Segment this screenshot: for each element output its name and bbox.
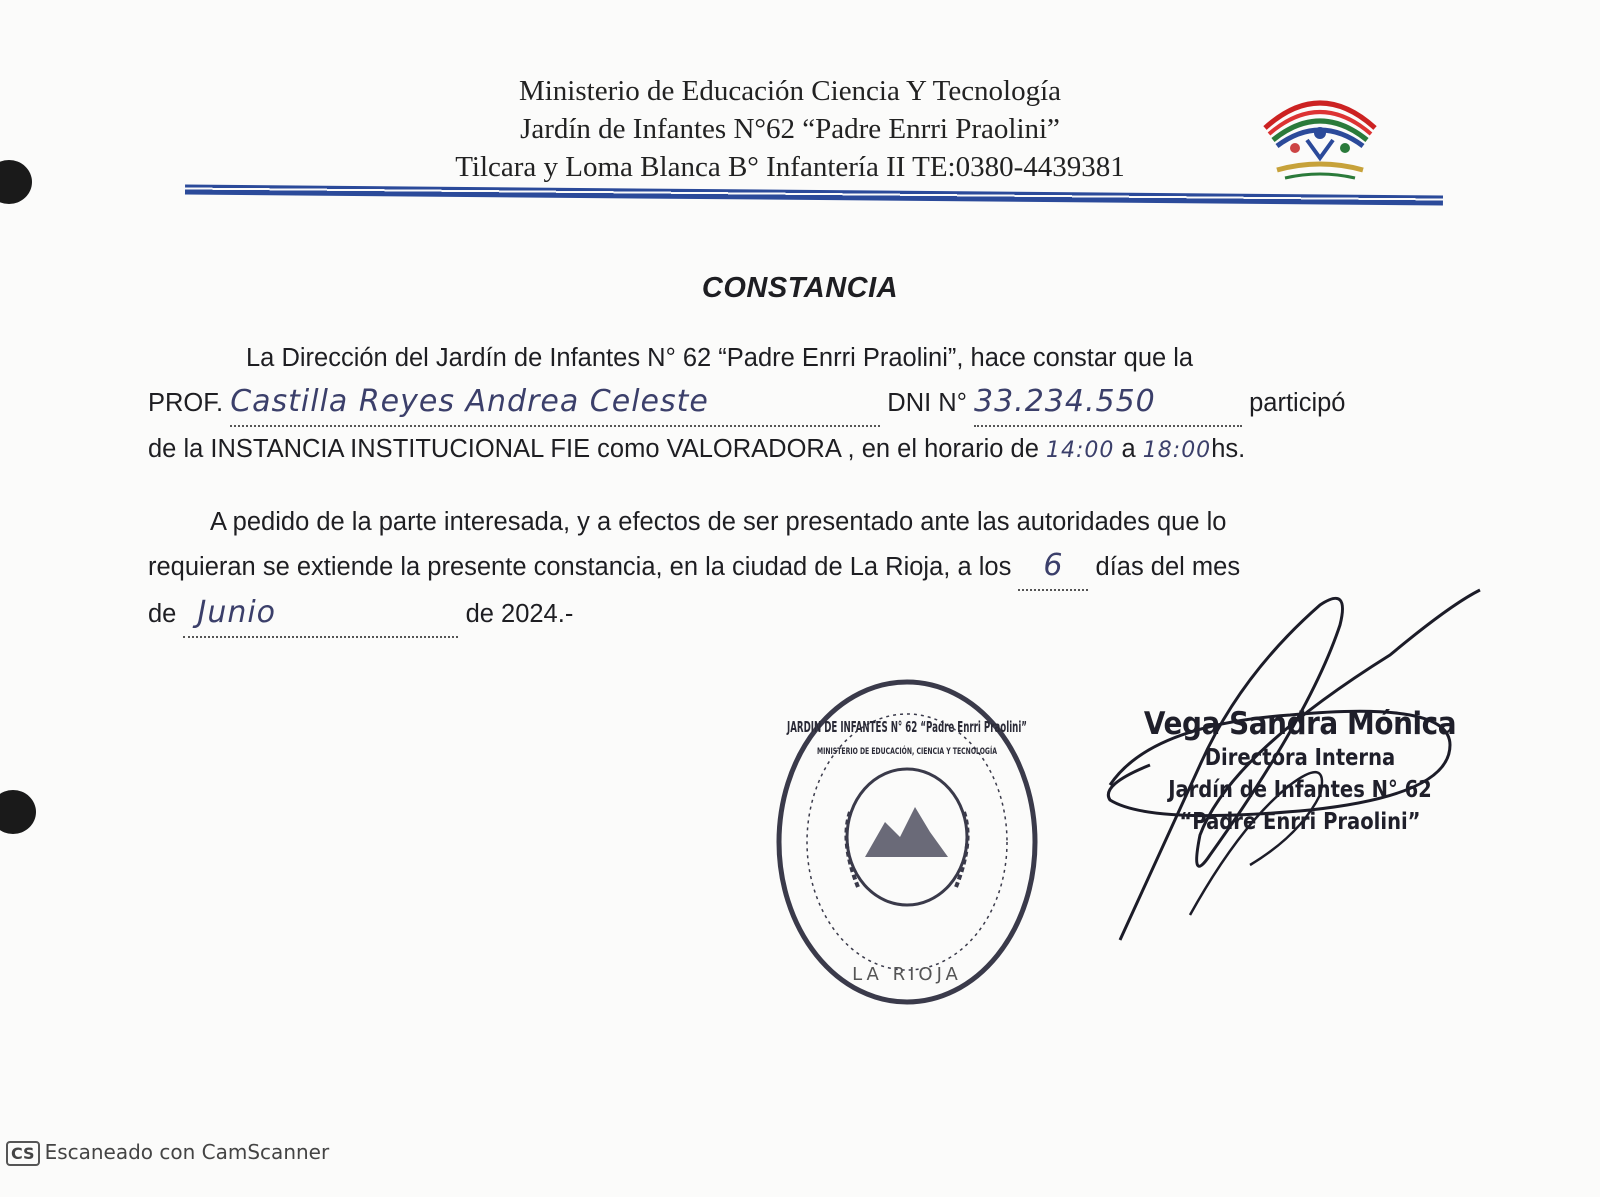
- punch-hole-top: [0, 160, 32, 204]
- seal-outer-text: JARDIN DE INFANTES N° 62 “Padre Enrri Praolini”: [786, 718, 1027, 736]
- paragraph-1: [148, 336, 1438, 473]
- dni-field: [974, 380, 1242, 427]
- prof-name: Castilla Reyes Andrea Celeste: [230, 384, 709, 419]
- dni-value: 33.234.550: [974, 384, 1156, 419]
- month-field: [183, 591, 458, 638]
- day-value: 6: [1043, 548, 1064, 583]
- punch-hole-bottom: [0, 790, 36, 834]
- letterhead: [380, 72, 1200, 186]
- de-label: de: [148, 600, 177, 628]
- letterhead-line-3: Tilcara y Loma Blanca B° Infantería II TE:0380-4439381: [455, 151, 1125, 183]
- prof-name-field: [230, 380, 880, 427]
- seal-bottom-text: LA RIOJA: [852, 964, 962, 985]
- watermark-text: Escaneado con CamScanner: [44, 1140, 330, 1164]
- official-seal: [770, 672, 1082, 1012]
- scanner-watermark: [6, 1140, 329, 1166]
- year-text: de 2024.-: [465, 600, 574, 628]
- letterhead-line-1: Ministerio de Educación Ciencia Y Tecnología: [518, 75, 1062, 107]
- p1-line-3: [148, 427, 1438, 473]
- p1-line-1: La Dirección del Jardín de Infantes N° 62 “Padre Enrri Praolini”, hace constar que la: [246, 344, 1194, 372]
- school-logo: [1255, 78, 1385, 196]
- letterhead-line-2: Jardín de Infantes N°62 “Padre Enrri Praolini”: [520, 113, 1060, 145]
- p2-line-2: [148, 544, 1438, 591]
- hour-from: 14:00: [1046, 438, 1115, 463]
- p1-line-3-text: de la INSTANCIA INSTITUCIONAL FIE como VALORADORA , en el horario de: [148, 435, 1039, 463]
- hour-a: a: [1121, 435, 1136, 463]
- p2-line-2-text: requieran se extiende la presente constancia, en la ciudad de La Rioja, a los: [148, 553, 1012, 581]
- signer-name: Vega Sandra Mónica: [1143, 706, 1457, 742]
- seal-inner-text: MINISTERIO DE EDUCACIÓN, CIENCIA Y TECNOLOGÍA: [817, 747, 1082, 757]
- document-title: CONSTANCIA: [701, 272, 899, 304]
- dni-label: DNI N°: [887, 389, 967, 417]
- day-field: [1018, 544, 1088, 591]
- hour-end: hs.: [1211, 435, 1246, 463]
- hour-to: 18:00: [1142, 438, 1212, 463]
- prof-label: PROF.: [148, 389, 224, 417]
- signer-role: Directora Interna: [1204, 745, 1396, 771]
- p1-line-2: [148, 380, 1438, 427]
- camscanner-badge: CS: [6, 1141, 40, 1166]
- signature-block: [1120, 706, 1480, 838]
- signer-institution: Jardín de Infantes N° 62: [1168, 777, 1432, 803]
- p2-line-2-end: días del mes: [1095, 553, 1241, 581]
- p2-line-1: A pedido de la parte interesada, y a efectos de ser presentado ante las autoridades que lo: [210, 508, 1227, 536]
- signer-institution-name: “Padre Enrri Praolini”: [1179, 809, 1421, 835]
- month-value: Junio: [197, 595, 277, 630]
- participo-text: participó: [1249, 389, 1346, 417]
